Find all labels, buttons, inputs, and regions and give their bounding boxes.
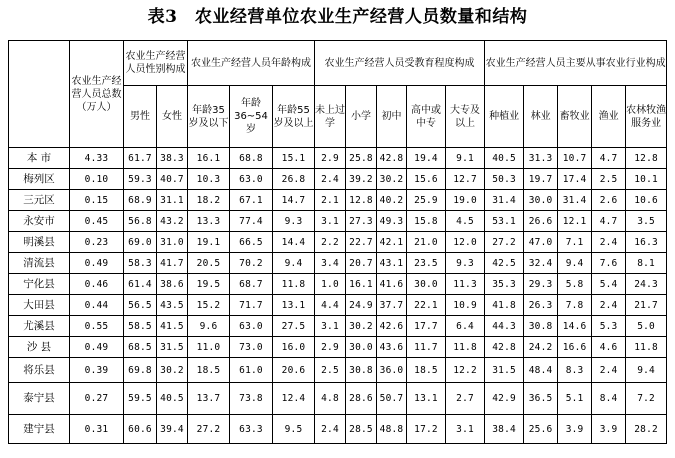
value-cell: 15.2: [188, 295, 230, 316]
value-cell: 42.9: [485, 383, 524, 415]
value-cell: 13.7: [188, 383, 230, 415]
value-cell: 11.7: [407, 337, 446, 358]
value-cell: 9.3: [446, 253, 485, 274]
value-cell: 50.3: [485, 169, 524, 190]
value-cell: 18.2: [188, 190, 230, 211]
value-cell: 48.8: [377, 415, 407, 444]
value-cell: 26.3: [524, 295, 558, 316]
table-row: [9, 232, 667, 253]
value-cell: 32.4: [524, 253, 558, 274]
table-row: [9, 383, 667, 415]
value-cell: 56.8: [124, 211, 157, 232]
value-cell: 0.31: [70, 415, 124, 444]
value-cell: 38.6: [157, 274, 188, 295]
value-cell: 2.4: [315, 415, 346, 444]
value-cell: 31.0: [157, 232, 188, 253]
value-cell: 30.8: [346, 358, 377, 383]
value-cell: 31.1: [157, 190, 188, 211]
value-cell: 2.1: [315, 190, 346, 211]
value-cell: 59.5: [124, 383, 157, 415]
region-cell: 尤溪县: [9, 316, 70, 337]
value-cell: 30.0: [524, 190, 558, 211]
value-cell: 50.7: [377, 383, 407, 415]
value-cell: 69.8: [124, 358, 157, 383]
value-cell: 17.4: [558, 169, 592, 190]
value-cell: 4.6: [592, 337, 626, 358]
value-cell: 63.3: [230, 415, 273, 444]
header-planting: 种植业: [485, 86, 524, 148]
value-cell: 19.7: [524, 169, 558, 190]
value-cell: 0.23: [70, 232, 124, 253]
value-cell: 19.0: [446, 190, 485, 211]
value-cell: 10.6: [626, 190, 667, 211]
value-cell: 2.2: [315, 232, 346, 253]
value-cell: 3.9: [558, 415, 592, 444]
value-cell: 53.1: [485, 211, 524, 232]
value-cell: 27.5: [273, 316, 315, 337]
value-cell: 63.0: [230, 169, 273, 190]
value-cell: 0.10: [70, 169, 124, 190]
region-cell: 将乐县: [9, 358, 70, 383]
value-cell: 41.7: [157, 253, 188, 274]
value-cell: 0.45: [70, 211, 124, 232]
value-cell: 30.0: [407, 274, 446, 295]
value-cell: 22.7: [346, 232, 377, 253]
value-cell: 39.4: [157, 415, 188, 444]
value-cell: 13.1: [273, 295, 315, 316]
region-cell: 宁化县: [9, 274, 70, 295]
value-cell: 7.6: [592, 253, 626, 274]
value-cell: 16.0: [273, 337, 315, 358]
value-cell: 56.5: [124, 295, 157, 316]
value-cell: 12.1: [558, 211, 592, 232]
value-cell: 40.5: [485, 148, 524, 169]
value-cell: 29.3: [524, 274, 558, 295]
table-body: [9, 148, 667, 444]
value-cell: 26.8: [273, 169, 315, 190]
header-male: 男性: [124, 86, 157, 148]
value-cell: 43.5: [157, 295, 188, 316]
value-cell: 26.6: [524, 211, 558, 232]
value-cell: 42.8: [377, 148, 407, 169]
header-female: 女性: [157, 86, 188, 148]
value-cell: 2.9: [315, 148, 346, 169]
header-gender-group: 农业生产经营人员性别构成: [124, 41, 188, 86]
value-cell: 49.3: [377, 211, 407, 232]
value-cell: 22.1: [407, 295, 446, 316]
header-age-group: 农业生产经营人员年龄构成: [188, 41, 315, 86]
value-cell: 2.5: [315, 358, 346, 383]
table-row: [9, 415, 667, 444]
value-cell: 40.5: [157, 383, 188, 415]
value-cell: 19.5: [188, 274, 230, 295]
value-cell: 6.4: [446, 316, 485, 337]
header-forestry: 林业: [524, 86, 558, 148]
value-cell: 4.4: [315, 295, 346, 316]
region-cell: 永安市: [9, 211, 70, 232]
value-cell: 30.2: [157, 358, 188, 383]
header-livestock: 畜牧业: [558, 86, 592, 148]
value-cell: 70.2: [230, 253, 273, 274]
region-cell: 本 市: [9, 148, 70, 169]
value-cell: 68.9: [124, 190, 157, 211]
value-cell: 12.8: [626, 148, 667, 169]
table-row: [9, 190, 667, 211]
value-cell: 43.2: [157, 211, 188, 232]
value-cell: 28.5: [346, 415, 377, 444]
value-cell: 0.15: [70, 190, 124, 211]
value-cell: 61.4: [124, 274, 157, 295]
value-cell: 2.7: [446, 383, 485, 415]
value-cell: 0.55: [70, 316, 124, 337]
header-education-group: 农业生产经营人员受教育程度构成: [315, 41, 485, 86]
value-cell: 8.1: [626, 253, 667, 274]
value-cell: 38.3: [157, 148, 188, 169]
value-cell: 69.0: [124, 232, 157, 253]
value-cell: 20.5: [188, 253, 230, 274]
value-cell: 16.6: [558, 337, 592, 358]
value-cell: 40.2: [377, 190, 407, 211]
value-cell: 30.8: [524, 316, 558, 337]
value-cell: 36.0: [377, 358, 407, 383]
value-cell: 42.6: [377, 316, 407, 337]
value-cell: 31.4: [485, 190, 524, 211]
value-cell: 9.6: [188, 316, 230, 337]
region-cell: 三元区: [9, 190, 70, 211]
value-cell: 9.1: [446, 148, 485, 169]
value-cell: 58.3: [124, 253, 157, 274]
value-cell: 18.5: [407, 358, 446, 383]
value-cell: 9.3: [273, 211, 315, 232]
value-cell: 9.4: [273, 253, 315, 274]
value-cell: 31.5: [485, 358, 524, 383]
value-cell: 31.4: [558, 190, 592, 211]
header-age-36-54: 年龄36~54岁: [230, 86, 273, 148]
value-cell: 21.0: [407, 232, 446, 253]
value-cell: 2.4: [592, 232, 626, 253]
value-cell: 11.8: [446, 337, 485, 358]
value-cell: 37.7: [377, 295, 407, 316]
value-cell: 73.8: [230, 383, 273, 415]
value-cell: 48.4: [524, 358, 558, 383]
value-cell: 67.1: [230, 190, 273, 211]
value-cell: 11.8: [273, 274, 315, 295]
value-cell: 42.1: [377, 232, 407, 253]
value-cell: 16.1: [188, 148, 230, 169]
value-cell: 12.7: [446, 169, 485, 190]
value-cell: 15.8: [407, 211, 446, 232]
value-cell: 14.4: [273, 232, 315, 253]
value-cell: 77.4: [230, 211, 273, 232]
value-cell: 41.6: [377, 274, 407, 295]
value-cell: 66.5: [230, 232, 273, 253]
value-cell: 35.3: [485, 274, 524, 295]
value-cell: 30.0: [346, 337, 377, 358]
header-fishery: 渔业: [592, 86, 626, 148]
value-cell: 3.1: [315, 211, 346, 232]
value-cell: 27.2: [485, 232, 524, 253]
header-corner: [9, 41, 70, 148]
value-cell: 12.0: [446, 232, 485, 253]
value-cell: 28.2: [626, 415, 667, 444]
header-senior-high: 高中或中专: [407, 86, 446, 148]
value-cell: 0.49: [70, 253, 124, 274]
value-cell: 5.4: [592, 274, 626, 295]
stats-table: [8, 40, 667, 444]
region-cell: 梅列区: [9, 169, 70, 190]
value-cell: 7.8: [558, 295, 592, 316]
value-cell: 14.7: [273, 190, 315, 211]
value-cell: 24.2: [524, 337, 558, 358]
value-cell: 0.44: [70, 295, 124, 316]
value-cell: 9.4: [558, 253, 592, 274]
value-cell: 15.1: [273, 148, 315, 169]
value-cell: 2.5: [592, 169, 626, 190]
table-row: [9, 169, 667, 190]
value-cell: 3.1: [446, 415, 485, 444]
value-cell: 17.2: [407, 415, 446, 444]
value-cell: 9.5: [273, 415, 315, 444]
value-cell: 1.0: [315, 274, 346, 295]
value-cell: 58.5: [124, 316, 157, 337]
value-cell: 0.39: [70, 358, 124, 383]
table-title: 表3 农业经营单位农业生产经营人员数量和结构: [147, 7, 528, 27]
value-cell: 41.8: [485, 295, 524, 316]
value-cell: 18.5: [188, 358, 230, 383]
header-industry-group: 农业生产经营人员主要从事农业行业构成: [485, 41, 667, 86]
value-cell: 3.4: [315, 253, 346, 274]
value-cell: 15.6: [407, 169, 446, 190]
value-cell: 25.8: [346, 148, 377, 169]
region-cell: 清流县: [9, 253, 70, 274]
table-row: [9, 148, 667, 169]
header-age-35-below: 年龄35岁及以下: [188, 86, 230, 148]
value-cell: 11.0: [188, 337, 230, 358]
region-cell: 大田县: [9, 295, 70, 316]
table-row: [9, 358, 667, 383]
header-college: 大专及以上: [446, 86, 485, 148]
value-cell: 73.0: [230, 337, 273, 358]
value-cell: 27.2: [188, 415, 230, 444]
value-cell: 2.4: [315, 169, 346, 190]
value-cell: 0.27: [70, 383, 124, 415]
value-cell: 25.6: [524, 415, 558, 444]
value-cell: 27.3: [346, 211, 377, 232]
value-cell: 19.4: [407, 148, 446, 169]
value-cell: 0.46: [70, 274, 124, 295]
value-cell: 5.1: [558, 383, 592, 415]
value-cell: 61.0: [230, 358, 273, 383]
value-cell: 8.3: [558, 358, 592, 383]
table-row: [9, 253, 667, 274]
value-cell: 39.2: [346, 169, 377, 190]
value-cell: 4.7: [592, 211, 626, 232]
table-row: [9, 295, 667, 316]
value-cell: 11.3: [446, 274, 485, 295]
value-cell: 21.7: [626, 295, 667, 316]
header-no-school: 未上过学: [315, 86, 346, 148]
value-cell: 42.8: [485, 337, 524, 358]
value-cell: 43.6: [377, 337, 407, 358]
value-cell: 2.9: [315, 337, 346, 358]
value-cell: 2.6: [592, 190, 626, 211]
value-cell: 7.2: [626, 383, 667, 415]
value-cell: 36.5: [524, 383, 558, 415]
value-cell: 8.4: [592, 383, 626, 415]
value-cell: 12.8: [346, 190, 377, 211]
table-row: [9, 337, 667, 358]
value-cell: 9.4: [626, 358, 667, 383]
value-cell: 60.6: [124, 415, 157, 444]
value-cell: 19.1: [188, 232, 230, 253]
value-cell: 30.2: [377, 169, 407, 190]
value-cell: 20.7: [346, 253, 377, 274]
value-cell: 59.3: [124, 169, 157, 190]
value-cell: 24.3: [626, 274, 667, 295]
header-row-group: [9, 41, 667, 86]
value-cell: 7.1: [558, 232, 592, 253]
value-cell: 20.6: [273, 358, 315, 383]
value-cell: 2.4: [592, 295, 626, 316]
value-cell: 17.7: [407, 316, 446, 337]
value-cell: 10.1: [626, 169, 667, 190]
value-cell: 0.49: [70, 337, 124, 358]
value-cell: 4.5: [446, 211, 485, 232]
header-services: 农林牧渔服务业: [626, 86, 667, 148]
value-cell: 42.5: [485, 253, 524, 274]
value-cell: 2.4: [592, 358, 626, 383]
region-cell: 沙 县: [9, 337, 70, 358]
value-cell: 43.1: [377, 253, 407, 274]
region-cell: 明溪县: [9, 232, 70, 253]
header-age-55-above: 年龄55岁及以上: [273, 86, 315, 148]
value-cell: 4.7: [592, 148, 626, 169]
value-cell: 4.33: [70, 148, 124, 169]
value-cell: 40.7: [157, 169, 188, 190]
value-cell: 10.7: [558, 148, 592, 169]
value-cell: 14.6: [558, 316, 592, 337]
region-cell: 建宁县: [9, 415, 70, 444]
table-row: [9, 316, 667, 337]
value-cell: 28.6: [346, 383, 377, 415]
value-cell: 31.5: [157, 337, 188, 358]
value-cell: 41.5: [157, 316, 188, 337]
value-cell: 38.4: [485, 415, 524, 444]
value-cell: 12.4: [273, 383, 315, 415]
value-cell: 61.7: [124, 148, 157, 169]
value-cell: 16.3: [626, 232, 667, 253]
value-cell: 63.0: [230, 316, 273, 337]
value-cell: 3.9: [592, 415, 626, 444]
value-cell: 5.3: [592, 316, 626, 337]
value-cell: 68.5: [124, 337, 157, 358]
value-cell: 5.8: [558, 274, 592, 295]
value-cell: 44.3: [485, 316, 524, 337]
header-junior-high: 初中: [377, 86, 407, 148]
value-cell: 11.8: [626, 337, 667, 358]
value-cell: 71.7: [230, 295, 273, 316]
value-cell: 16.1: [346, 274, 377, 295]
header-primary: 小学: [346, 86, 377, 148]
value-cell: 68.8: [230, 148, 273, 169]
value-cell: 47.0: [524, 232, 558, 253]
value-cell: 10.3: [188, 169, 230, 190]
value-cell: 13.3: [188, 211, 230, 232]
value-cell: 3.5: [626, 211, 667, 232]
value-cell: 23.5: [407, 253, 446, 274]
value-cell: 13.1: [407, 383, 446, 415]
header-total: 农业生产经营人员总数（万人）: [70, 41, 124, 148]
value-cell: 3.1: [315, 316, 346, 337]
value-cell: 24.9: [346, 295, 377, 316]
table-row: [9, 211, 667, 232]
value-cell: 31.3: [524, 148, 558, 169]
value-cell: 10.9: [446, 295, 485, 316]
table-row: [9, 274, 667, 295]
value-cell: 68.7: [230, 274, 273, 295]
value-cell: 5.0: [626, 316, 667, 337]
region-cell: 泰宁县: [9, 383, 70, 415]
value-cell: 12.2: [446, 358, 485, 383]
value-cell: 25.9: [407, 190, 446, 211]
value-cell: 30.2: [346, 316, 377, 337]
value-cell: 4.8: [315, 383, 346, 415]
